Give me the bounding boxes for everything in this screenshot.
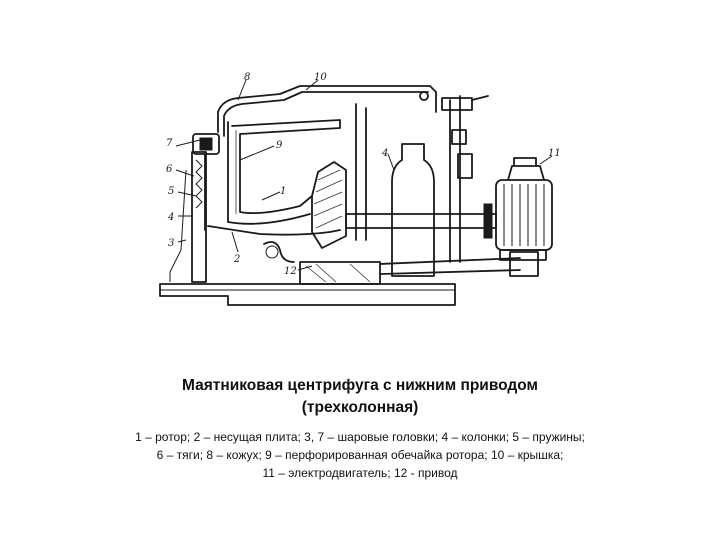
label-4-left: 4 [168, 212, 175, 223]
label-10: 10 [314, 72, 327, 83]
carrier-plate [208, 226, 340, 235]
caption-title-line-2: (трехколонная) [301, 399, 419, 416]
label-1: 1 [280, 186, 287, 197]
caption-legend-line-1: 1 – ротор; 2 – несущая плита; 3, 7 – шаровые головки; 4 – колонки; 5 – пружины; [135, 430, 585, 444]
left-column [170, 152, 206, 282]
label-8: 8 [244, 72, 251, 83]
label-11: 11 [548, 148, 561, 159]
rotor-basket [232, 120, 340, 213]
caption-legend [0, 428, 720, 482]
label-12: 12 [284, 266, 297, 277]
label-6: 6 [166, 164, 173, 175]
electric-motor [496, 158, 552, 260]
label-4-right: 4 [382, 148, 389, 159]
label-7: 7 [166, 138, 173, 149]
label-3: 3 [168, 238, 175, 249]
label-2: 2 [234, 254, 241, 265]
label-5: 5 [168, 186, 175, 197]
caption-title [0, 375, 720, 419]
caption-title-line-1: Маятниковая центрифуга с нижним приводом [181, 377, 538, 394]
base-plate [160, 284, 455, 305]
label-9: 9 [276, 140, 283, 151]
drive-shaft [346, 214, 496, 228]
pulley [510, 252, 538, 276]
caption-legend-line-3: 11 – электродвигатель; 12 - привод [262, 466, 458, 480]
tall-column [392, 144, 434, 276]
caption-legend-line-2: 6 – тяги; 8 – кожух; 9 – перфорированная обечайка ротора; 10 – крышка; [156, 448, 564, 462]
